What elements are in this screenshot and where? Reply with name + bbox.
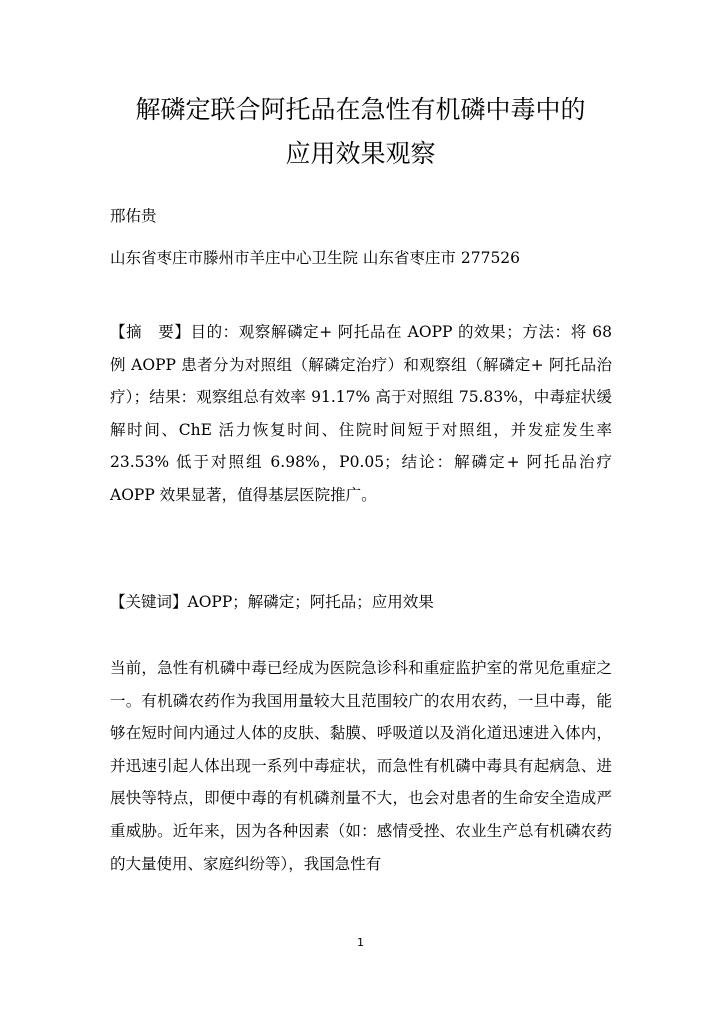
keywords-label: 【关键词】 <box>110 593 188 611</box>
title-line-1: 解磷定联合阿托品在急性有机磷中毒中的 <box>135 95 586 124</box>
body-paragraph: 当前，急性有机磷中毒已经成为医院急诊科和重症监护室的常见危重症之一。有机磷农药作为我国用量较大且范围较广的农用农药，一旦中毒，能够在短时间内通过人体的皮肤、黏膜、呼吸道以及消化道迅速进入体内，并迅速引起人体出现一系列中毒症状，而急性有机磷中毒具有起病急、进展快等特点，即便中毒的有机磷剂量不大，也会对患者的生命安全造成严重威胁。近年来，因为各种因素（如：感情受挫、农业生产总有机磷农药的大量使用、家庭纠纷等），我国急性有 <box>110 659 612 873</box>
abstract <box>110 316 612 512</box>
author-affiliation: 山东省枣庄市滕州市羊庄中心卫生院 山东省枣庄市 277526 <box>110 249 521 267</box>
abstract-label: 【摘 要】 <box>110 323 191 341</box>
keywords-text: AOPP；解磷定；阿托品；应用效果 <box>187 593 434 611</box>
keywords <box>110 586 612 619</box>
abstract-text: 目的：观察解磷定+ 阿托品在 AOPP 的效果；方法：将 68 例 AOPP 患者分为对照组（解磷定治疗）和观察组（解磷定+ 阿托品治疗）；结果：观察组总有效率 91.17% 高于对照组 75.83%，中毒症状缓解时间、ChE 活力恢复时间、住院时间短于对照组，并发症发生率 23.53% 低于对照组 6.98%，P0.05；结论：解磷定+ 阿托品治疗 AOPP 效果显著，值得基层医院推广。 <box>110 323 612 504</box>
title-line-2: 应用效果观察 <box>285 139 436 168</box>
paper-title <box>60 88 661 176</box>
author-name: 邢佑贵 <box>110 207 157 225</box>
page-number: 1 <box>357 936 364 949</box>
